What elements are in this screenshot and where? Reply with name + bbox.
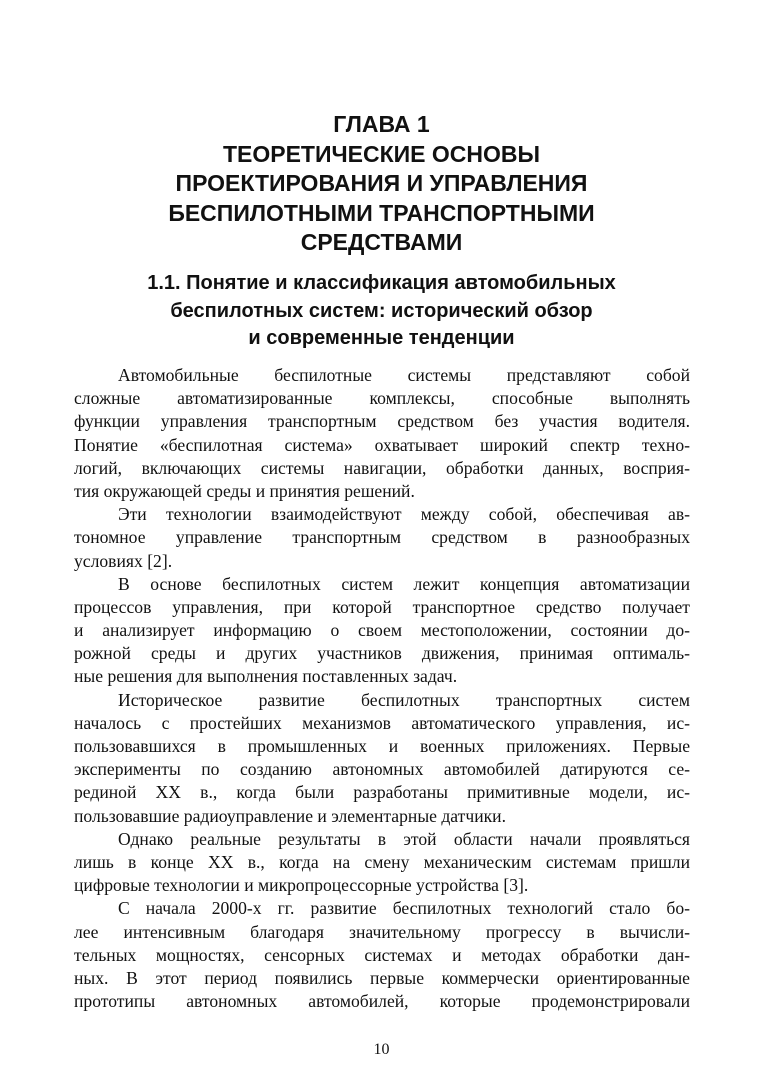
text-line: Эти технологии взаимодействуют между собой, обеспечивая ав- — [118, 504, 690, 525]
text-line: и анализирует информацию о своем местоположении, состоянии до- — [74, 620, 690, 641]
text-line: рединой XX в., когда были разработаны примитивные модели, ис- — [74, 782, 690, 803]
paragraph — [74, 689, 690, 828]
paragraph — [74, 364, 690, 503]
text-line: условиях [2]. — [74, 550, 173, 571]
text-line: логий, включающих системы навигации, обработки данных, восприя- — [74, 457, 690, 478]
text-line: Однако реальные результаты в этой области начали проявляться — [118, 828, 690, 849]
text-line: функции управления транспортным средством без участия водителя. — [74, 411, 690, 432]
text-line: прототипы автономных автомобилей, которые продемонстрировали — [74, 991, 690, 1012]
text-line: тономное управление транспортным средством в разнообразных — [74, 527, 690, 548]
paragraph — [74, 897, 690, 1013]
text-line: началось с простейших механизмов автоматического управления, ис- — [74, 712, 690, 733]
section-heading-line: 1.1. Понятие и классификация автомобильных — [147, 272, 616, 294]
chapter-heading-line: СРЕДСТВАМИ — [300, 229, 463, 255]
text-line: Понятие «беспилотная система» охватывает широкий спектр техно- — [74, 434, 690, 455]
text-line: Историческое развитие беспилотных транспортных систем — [118, 689, 690, 710]
chapter-heading — [60, 110, 703, 258]
paragraph — [74, 503, 690, 573]
section-heading-line: беспилотных систем: исторический обзор — [170, 299, 593, 322]
text-line: лишь в конце XX в., когда на смену механическим системам пришли — [74, 851, 690, 872]
text-line: тельных мощностях, сенсорных системах и методах обработки дан- — [74, 944, 690, 965]
text-line: рожной среды и других участников движения, принимая оптималь- — [74, 643, 690, 664]
chapter-heading-line: ГЛАВА 1 — [333, 111, 430, 137]
body-text — [74, 364, 690, 1013]
text-line: эксперименты по созданию автономных автомобилей датируются се- — [74, 759, 690, 780]
section-heading-line: и современные тенденции — [248, 327, 515, 349]
section-heading — [60, 270, 703, 353]
text-line: лее интенсивным благодаря значительному прогрессу в вычисли- — [74, 921, 690, 942]
paragraph — [74, 573, 690, 689]
paragraph — [74, 828, 690, 898]
text-line: сложные автоматизированные комплексы, способные выполнять — [74, 388, 690, 409]
text-line: ные решения для выполнения поставленных задач. — [74, 666, 458, 687]
text-line: ных. В этот период появились первые коммерчески ориентированные — [74, 967, 690, 988]
chapter-heading-line: ТЕОРЕТИЧЕСКИЕ ОСНОВЫ — [222, 140, 541, 167]
text-line: Автомобильные беспилотные системы представляют собой — [118, 365, 690, 385]
chapter-heading-line: БЕСПИЛОТНЫМИ ТРАНСПОРТНЫМИ — [168, 199, 595, 226]
text-line: В основе беспилотных систем лежит концепция автоматизации — [118, 573, 690, 594]
page-number: 10 — [373, 1041, 390, 1058]
text-line: С начала 2000-х гг. развитие беспилотных технологий стало бо- — [118, 898, 690, 919]
text-line: тия окружающей среды и принятия решений. — [74, 480, 415, 501]
text-line: цифровые технологии и микропроцессорные устройства [3]. — [74, 875, 529, 896]
text-line: процессов управления, при которой транспортное средство получает — [74, 596, 690, 617]
text-line: пользовавшихся в промышленных и военных приложениях. Первые — [74, 736, 690, 756]
text-line: пользовавшие радиоуправление и элементарные датчики. — [74, 805, 506, 826]
chapter-heading-line: ПРОЕКТИРОВАНИЯ И УПРАВЛЕНИЯ — [175, 170, 588, 196]
